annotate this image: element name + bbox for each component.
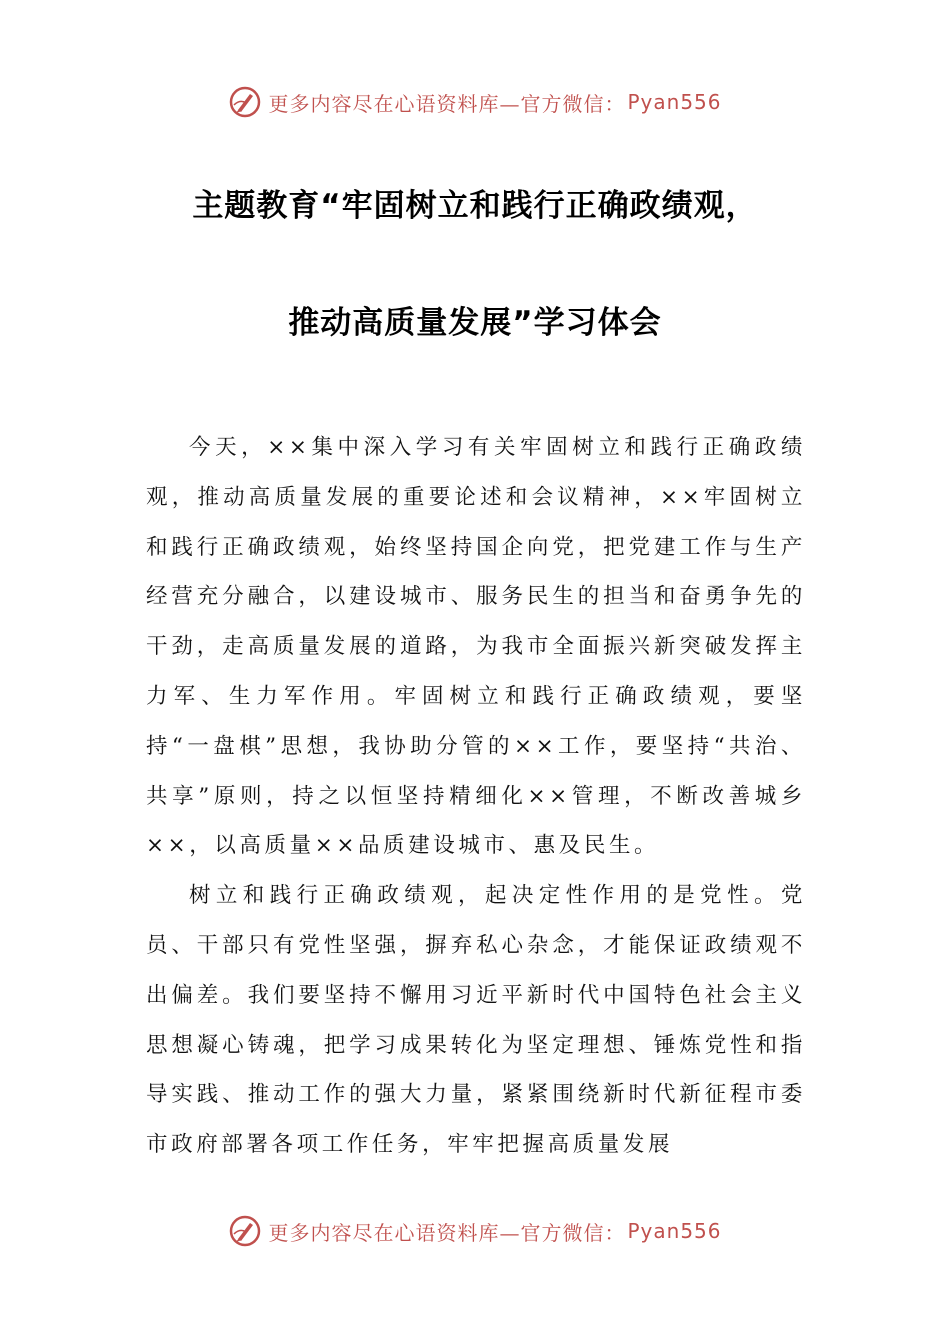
watermark-text: 更多内容尽在心语资料库—官方微信： — [268, 91, 626, 116]
document-body — [146, 423, 806, 1170]
paragraph: 树立和践行正确政绩观，起决定性作用的是党性。党员、干部只有党性坚强，摒弃私心杂念，才能保证政绩观不出偏差。我们要坚持不懈用习近平新时代中国特色社会主义思想凝心铸魂，把学习成果转化为坚定理想、锤炼党性和指导实践、推动工作的强大力量，紧紧围绕新时代新征程市委市政府部署各项工作任务，牢牢把握高质量发展 — [146, 883, 806, 1158]
footer-watermark — [0, 1211, 950, 1251]
document-title-line-2: 推动高质量发展”学习体会 — [288, 305, 662, 341]
watermark-wechat-id: Pyan556 — [627, 90, 722, 114]
watermark-wechat-id: Pyan556 — [627, 1219, 722, 1243]
paragraph: 今天，××集中深入学习有关牢固树立和践行正确政绩观，推动高质量发展的重要论述和会议精神，××牢固树立和践行正确政绩观，始终坚持国企向党，把党建工作与生产经营充分融合，以建设城市、服务民生的担当和奋勇争先的干劲，走高质量发展的道路，为我市全面振兴新突破发挥主力军、生力军作用。牢固树立和践行正确政绩观，要坚持“一盘棋”思想，我协助分管的××工作，要坚持“共治、共享”原则，持之以恒坚持精细化××管理，不断改善城乡××，以高质量××品质建设城市、惠及民生。 — [146, 435, 806, 859]
pen-logo-icon — [228, 1214, 262, 1248]
watermark-text: 更多内容尽在心语资料库—官方微信： — [268, 1220, 626, 1245]
document-title-line-1: 主题教育“牢固树立和践行正确政绩观， — [192, 188, 758, 224]
header-watermark — [0, 82, 950, 122]
pen-logo-icon — [228, 85, 262, 119]
